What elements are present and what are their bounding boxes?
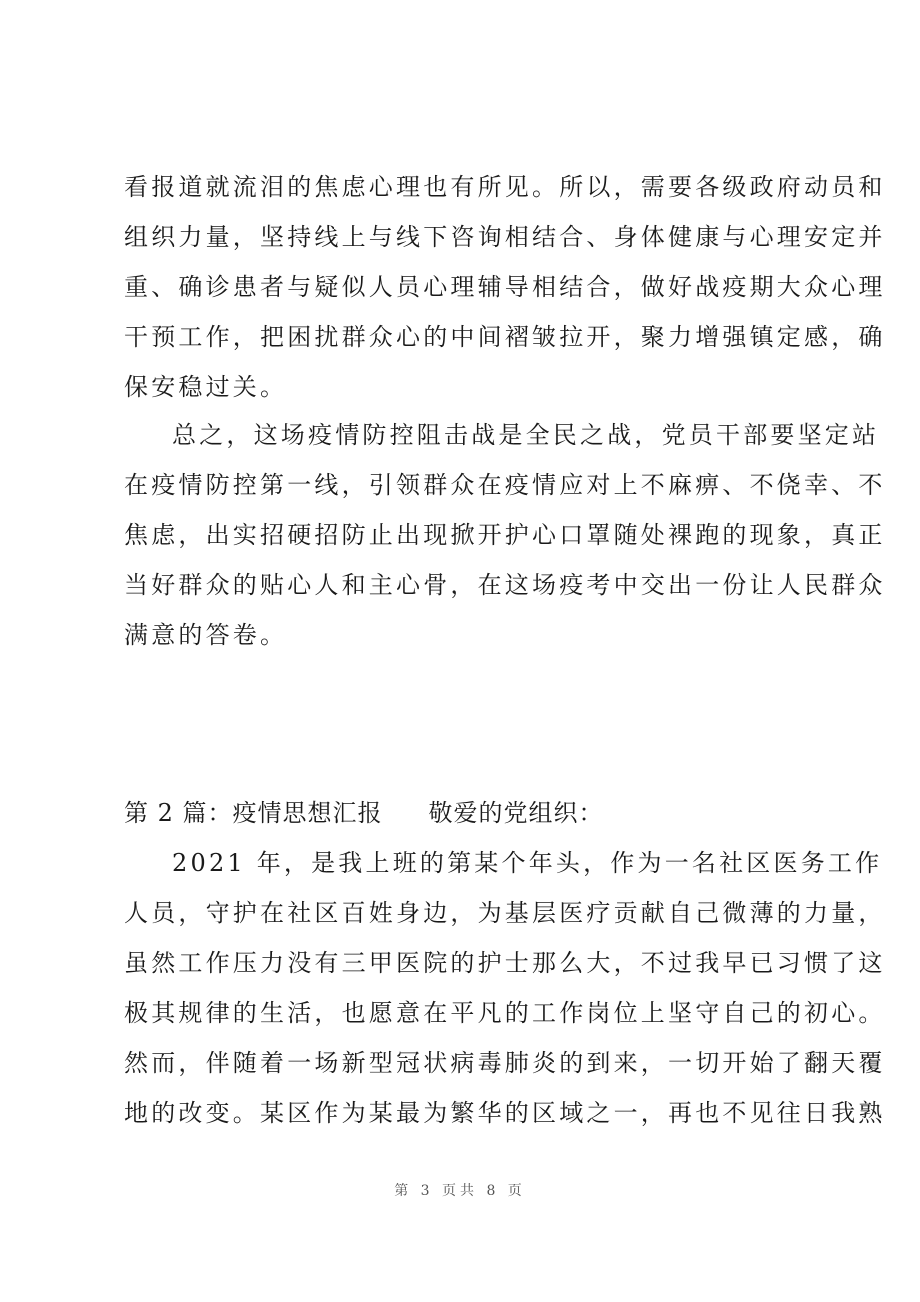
paragraph-line: 然而，伴随着一场新型冠状病毒肺炎的到来，一切开始了翻天覆: [124, 1049, 886, 1077]
paragraph-line: 看报道就流泪的焦虑心理也有所见。所以，需要各级政府动员和: [124, 173, 886, 201]
paragraph-line: 保安稳过关。: [124, 373, 288, 401]
section-salutation: 敬爱的党组织：: [428, 799, 604, 827]
paragraph-line: 干预工作，把困扰群众心的中间褶皱拉开，聚力增强镇定感，确: [124, 323, 886, 351]
paragraph-line: 总之，这场疫情防控阻击战是全民之战，党员干部要坚定站: [172, 421, 880, 449]
page-footer: 第 3 页共 8 页: [394, 1183, 526, 1199]
paragraph-line: 极其规律的生活，也愿意在平凡的工作岗位上坚守自己的初心。: [124, 999, 886, 1027]
paragraph-line: 组织力量，坚持线上与线下咨询相结合、身体健康与心理安定并: [124, 223, 886, 251]
section-title: 第 2 篇：疫情思想汇报: [124, 799, 383, 827]
paragraph-line: 地的改变。某区作为某最为繁华的区域之一，再也不见往日我熟: [124, 1099, 886, 1127]
paragraph-line: 2021 年，是我上班的第某个年头，作为一名社区医务工作: [172, 849, 883, 877]
paragraph-line: 虽然工作压力没有三甲医院的护士那么大，不过我早已习惯了这: [124, 949, 886, 977]
paragraph-line: 当好群众的贴心人和主心骨，在这场疫考中交出一份让人民群众: [124, 571, 886, 599]
section-heading: [124, 798, 604, 828]
paragraph-line: 重、确诊患者与疑似人员心理辅导相结合，做好战疫期大众心理: [124, 273, 886, 301]
paragraph-line: 满意的答卷。: [124, 621, 288, 649]
paragraph-line: 焦虑，出实招硬招防止出现掀开护心口罩随处裸跑的现象，真正: [124, 521, 886, 549]
paragraph-line: 在疫情防控第一线，引领群众在疫情应对上不麻痹、不侥幸、不: [124, 471, 886, 499]
paragraph-line: 人员，守护在社区百姓身边，为基层医疗贡献自己微薄的力量，: [124, 899, 886, 927]
